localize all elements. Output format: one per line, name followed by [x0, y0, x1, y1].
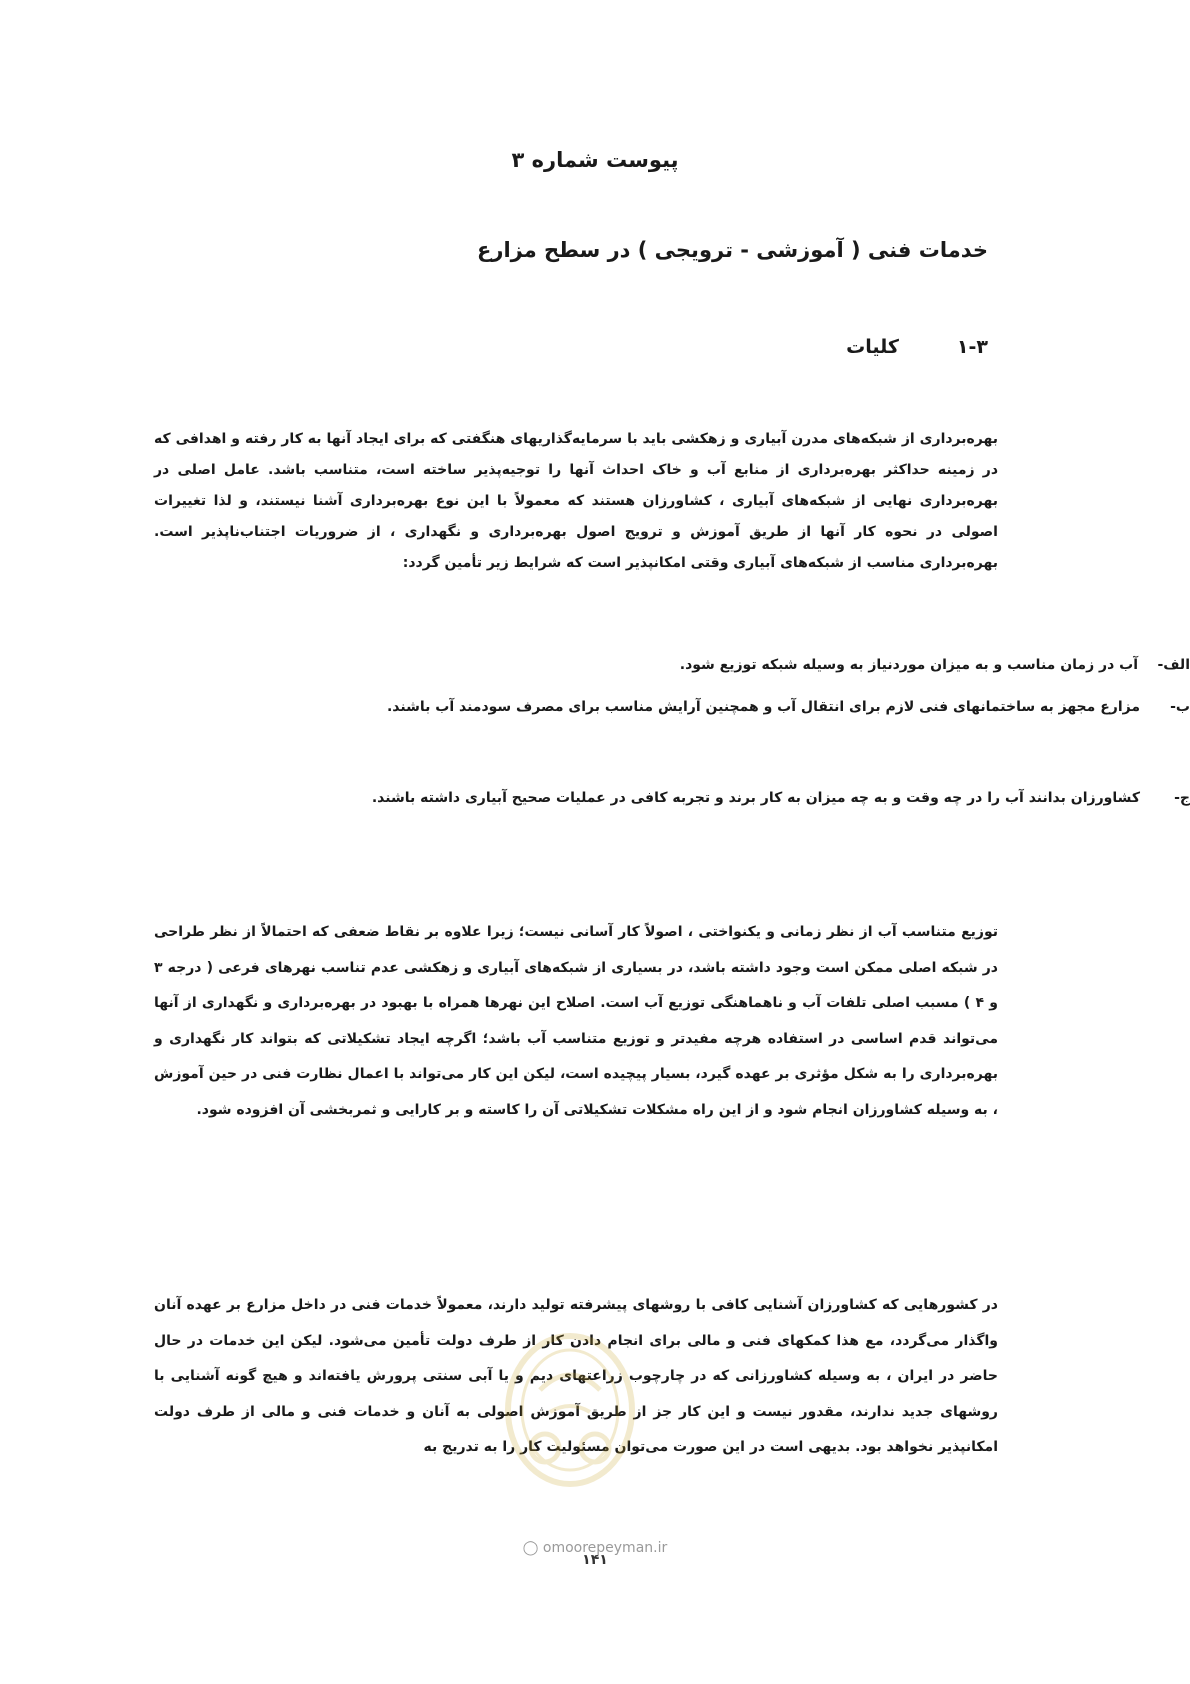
paragraph-technical-services: در کشورهایی که کشاورزان آشنایی کافی با روشهای پیشرفته تولید دارند، معمولاً خدمات فنی در داخل مزارع بر عهده آنان واگذار می‌گردد، مع هذا کمکهای فنی و مالی برای انجام دادن کار از طرف دولت تأمین می‌شود. لیکن این خدمات در حال حاضر در ایران ، به وسیله کشاورزانی که در چارچوب زراعتهای دیم و یا آبی سنتی پرورش یافته‌اند و هیچ گونه آشنایی با روشهای جدید ندارند، مقدور نیست و این کار جز از طریق آموزش اصولی به آنان و خدمات فنی و مالی از طرف دولت امکانپذیر نخواهد بود. بدیهی است در این صورت می‌توان مسئولیت کار را به تدریج به [154, 1297, 998, 1455]
paragraph-introduction: بهره‌برداری از شبکه‌های مدرن آبیاری و زهکشی باید با سرمایه‌گذاریهای هنگفتی که برای ایجاد آنها به کار رفته و اهدافی که در زمینه حداکثر بهره‌برداری از منابع آب و خاک احداث آنها را توجیه‌پذیر ساخته است، متناسب باشد. عامل اصلی در بهره‌برداری نهایی از شبکه‌های آبیاری ، کشاورزان هستند که معمولاً با این نوع بهره‌برداری آشنا نیستند، و لذا تغییرات اصولی در نحوه کار آنها از طریق آموزش و ترویج اصول بهره‌برداری و نگهداری ، از ضروریات اجتناب‌ناپذیر است. بهره‌برداری مناسب از شبکه‌های آبیاری وقتی امکانپذیر است که شرایط زیر تأمین گردد: [154, 431, 998, 571]
condition-marker: ب- [1170, 699, 1190, 715]
subsection-title: کلیات [846, 336, 899, 358]
condition-text: آب در زمان مناسب و به میزان موردنیاز به وسیله شبکه توزیع شود. [679, 657, 1138, 673]
page-number: ۱۴۱ [582, 1552, 608, 1568]
appendix-title: پیوست شماره ۳ [511, 148, 679, 172]
globe-icon: ◯ [522, 1540, 539, 1556]
condition-text: مزارع مجهز به ساختمانهای فنی لازم برای انتقال آب و همچنین آرایش مناسب برای مصرف سودمند آب باشند. [386, 699, 1140, 715]
watermark-url: ◯ omoorepeyman.ir [522, 1540, 668, 1556]
condition-item [346, 650, 1190, 681]
condition-text: کشاورزان بدانند آب را در چه وقت و به چه میزان به کار برند و تجربه کافی در عملیات صحیح آبیاری داشته باشند. [371, 790, 1140, 806]
condition-marker: الف- [1157, 657, 1190, 673]
subsection-number: ۱-۳ [956, 336, 988, 358]
condition-item [346, 692, 1190, 723]
condition-marker: ج- [1174, 790, 1190, 806]
section-title: خدمات فنی ( آموزشی - ترویجی ) در سطح مزارع [477, 238, 988, 262]
condition-item [346, 783, 1190, 814]
paragraph-water-distribution: توزیع متناسب آب از نظر زمانی و یکنواختی ، اصولاً کار آسانی نیست؛ زیرا علاوه بر نقاط ضعفی که احتمالاً از نظر طراحی در شبکه اصلی ممکن است وجود داشته باشد، در بسیاری از شبکه‌های آبیاری و زهکشی عدم تناسب نهرهای فرعی ( درجه ۳ و ۴ ) مسبب اصلی تلفات آب و ناهماهنگی توزیع آب است. اصلاح این نهرها همراه با بهبود در بهره‌برداری و نگهداری از آنها می‌تواند قدم اساسی در استفاده هرچه مفیدتر و توزیع متناسب آب باشد؛ اگرچه ایجاد تشکیلاتی که بتواند کار نگهداری و بهره‌برداری را به شکل مؤثری بر عهده گیرد، بسیار پیچیده است، لیکن این کار می‌تواند با اعمال نظارت فنی در حین آموزش ، به وسیله کشاورزان انجام شود و از این راه مشکلات تشکیلاتی آن را کاسته و بر کارایی و ثمربخشی آن افزوده شود. [154, 924, 998, 1118]
